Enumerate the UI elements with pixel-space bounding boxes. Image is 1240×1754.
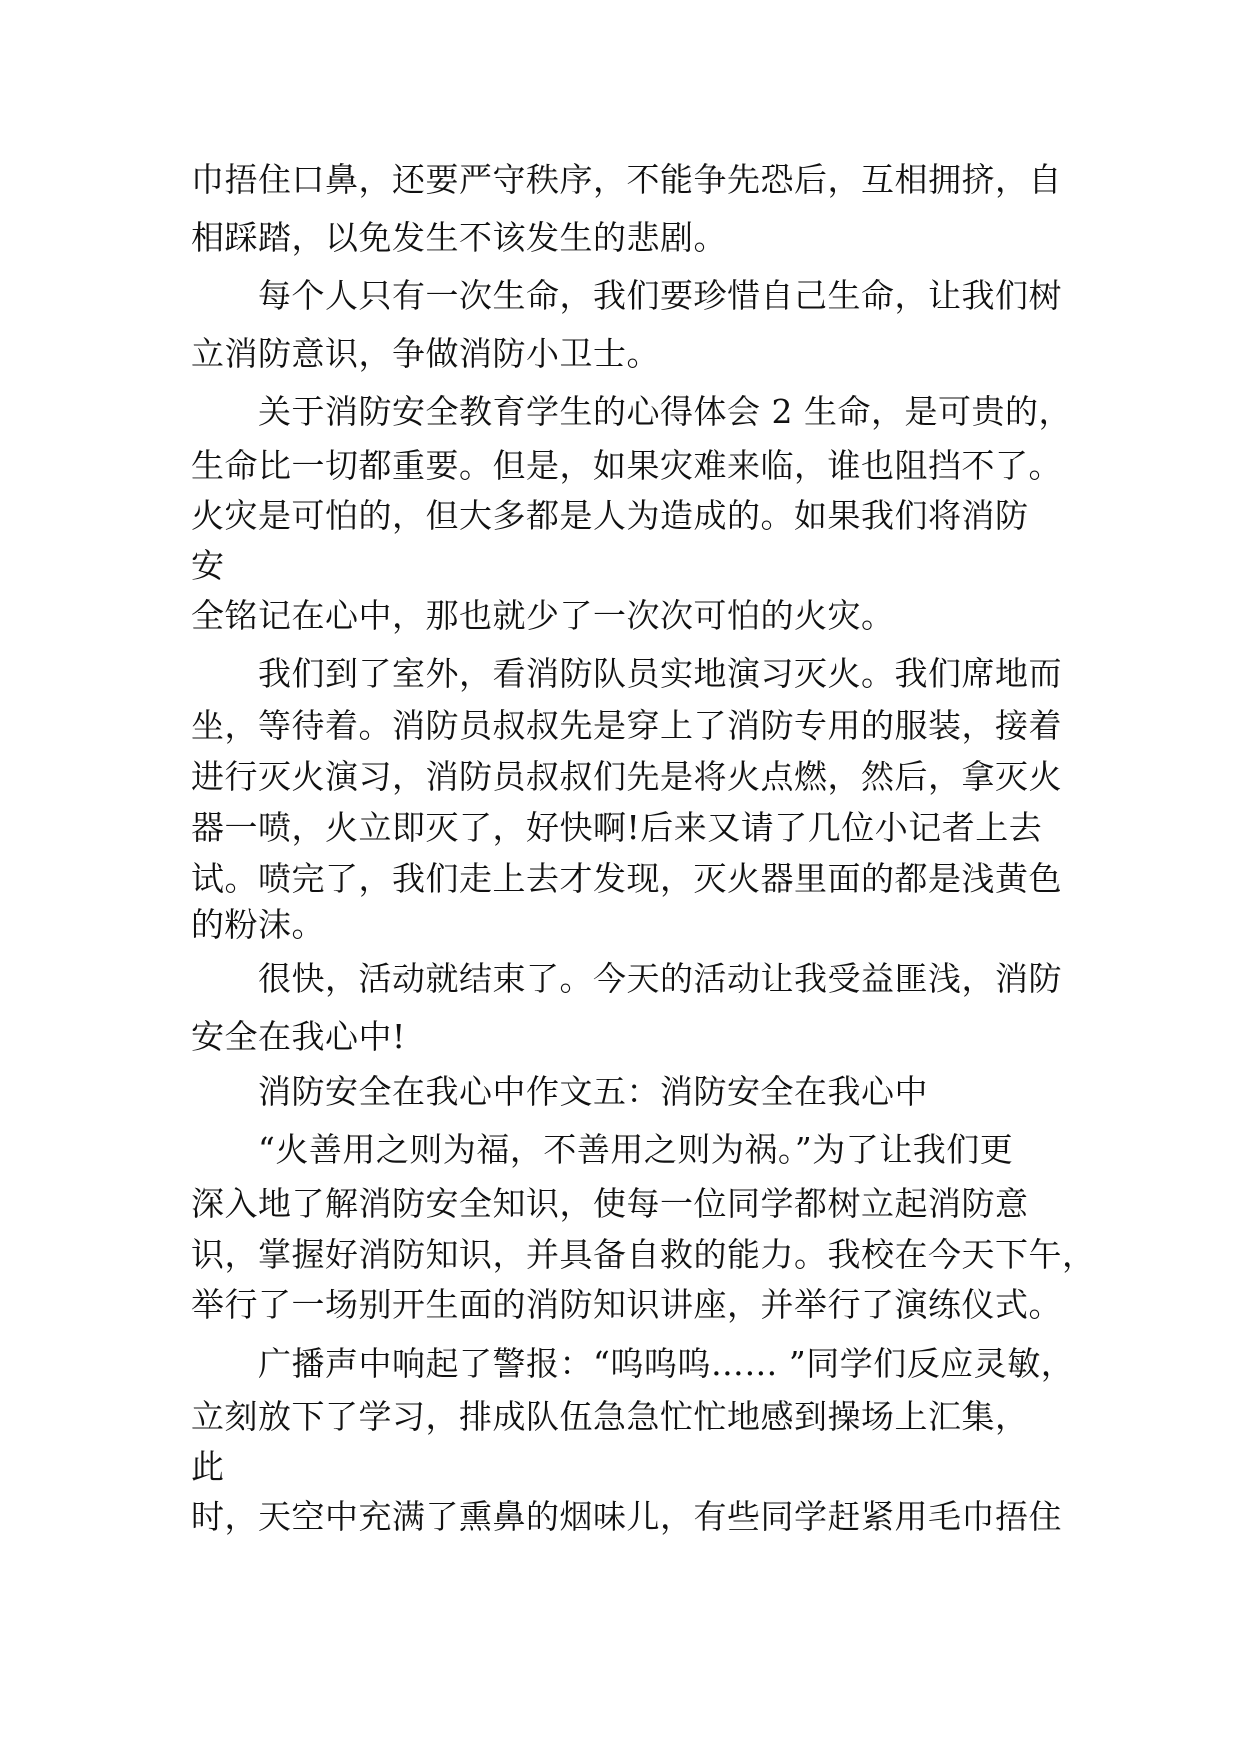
text-line: 安全在我心中! [191, 1017, 406, 1056]
text-line: 相踩踏，以免发生不该发生的悲剧。 [191, 218, 727, 257]
text-line: 此 [191, 1447, 225, 1486]
text-line: 全铭记在心中，那也就少了一次次可怕的火灾。 [191, 596, 895, 635]
text-line: 消防安全在我心中作文五：消防安全在我心中 [191, 1072, 928, 1111]
text-line: 进行灭火演习，消防员叔叔们先是将火点燃，然后，拿灭火 [191, 757, 1062, 796]
text-line: 关于消防安全教育学生的心得体会 2 生命，是可贵的， [191, 392, 1072, 431]
text-line: 的粉沫。 [191, 905, 325, 944]
text-line: 安 [191, 546, 225, 585]
text-line: 深入地了解消防安全知识，使每一位同学都树立起消防意 [191, 1184, 1029, 1223]
text-line: “火善用之则为福，不善用之则为祸。”为了让我们更 [191, 1130, 1014, 1169]
text-line: 巾捂住口鼻，还要严守秩序，不能争先恐后，互相拥挤，自 [191, 160, 1062, 199]
text-line: 时，天空中充满了熏鼻的烟味儿，有些同学赶紧用毛巾捂住 [191, 1497, 1062, 1536]
text-line: 火灾是可怕的，但大多都是人为造成的。如果我们将消防 [191, 496, 1029, 535]
text-line: 识，掌握好消防知识，并具备自救的能力。我校在今天下午， [191, 1235, 1096, 1274]
text-line: 举行了一场别开生面的消防知识讲座，并举行了演练仪式。 [191, 1285, 1062, 1324]
text-line: 器一喷，火立即灭了，好快啊!后来又请了几位小记者上去 [191, 808, 1043, 847]
text-line: 很快，活动就结束了。今天的活动让我受益匪浅，消防 [191, 959, 1062, 998]
text-line: 立消防意识，争做消防小卫士。 [191, 334, 660, 373]
text-line: 坐，等待着。消防员叔叔先是穿上了消防专用的服装，接着 [191, 706, 1062, 745]
text-line: 我们到了室外，看消防队员实地演习灭火。我们席地而 [191, 654, 1062, 693]
text-line: 每个人只有一次生命，我们要珍惜自己生命，让我们树 [191, 276, 1062, 315]
text-line: 试。喷完了，我们走上去才发现，灭火器里面的都是浅黄色 [191, 859, 1062, 898]
text-line: 生命比一切都重要。但是，如果灾难来临，谁也阻挡不了。 [191, 446, 1062, 485]
text-line: 广播声中响起了警报：“呜呜呜…… ”同学们反应灵敏， [191, 1344, 1075, 1383]
text-line: 立刻放下了学习，排成队伍急急忙忙地感到操场上汇集， [191, 1397, 1029, 1436]
